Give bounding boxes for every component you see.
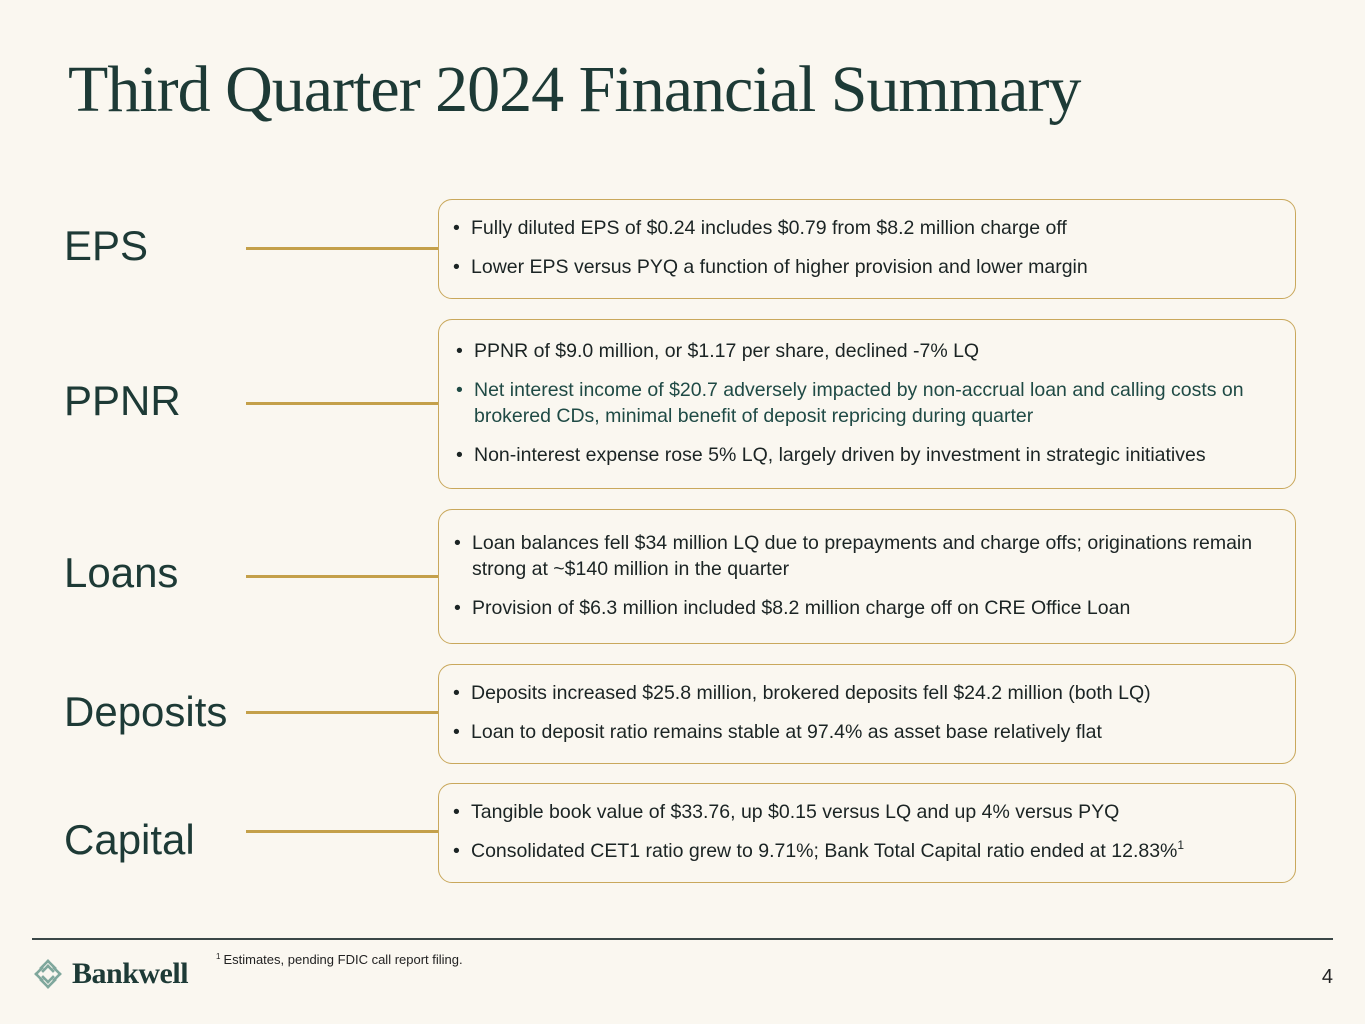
connector-line-ppnr <box>246 402 439 405</box>
bullet-item: • Loan to deposit ratio remains stable at 97.4% as asset base relatively flat <box>453 719 1275 745</box>
bullet-item: • Tangible book value of $33.76, up $0.15 versus LQ and up 4% versus PYQ <box>453 799 1275 825</box>
summary-box-capital <box>438 783 1296 883</box>
logo-text: Bankwell <box>72 957 189 990</box>
connector-line-capital <box>246 830 439 833</box>
bullet-item: • Provision of $6.3 million included $8.2 million charge off on CRE Office Loan <box>454 595 1275 621</box>
bullet-item: • Deposits increased $25.8 million, brokered deposits fell $24.2 million (both LQ) <box>453 680 1275 706</box>
connector-line-eps <box>246 247 439 250</box>
page-number: 4 <box>1321 966 1333 988</box>
connector-line-deposits <box>246 711 439 714</box>
bankwell-logo <box>32 956 188 992</box>
footnote-marker: 1 <box>1177 838 1185 852</box>
summary-box-deposits <box>438 664 1296 764</box>
row-label-eps: EPS <box>64 222 149 269</box>
bullet-item: • Fully diluted EPS of $0.24 includes $0.79 from $8.2 million charge off <box>453 215 1275 241</box>
page-title: Third Quarter 2024 Financial Summary <box>68 53 1081 126</box>
bullet-item: • Consolidated CET1 ratio grew to 9.71%; Bank Total Capital ratio ended at 12.83%$^1$ <box>453 838 1275 864</box>
footer-divider <box>32 938 1333 940</box>
bullet-item: • Non-interest expense rose 5% LQ, largely driven by investment in strategic initiatives <box>456 442 1275 468</box>
bullet-item: • PPNR of $9.0 million, or $1.17 per share, declined -7% LQ <box>456 338 1275 364</box>
row-label-loans: Loans <box>64 549 179 596</box>
row-label-ppnr: PPNR <box>64 377 181 424</box>
bullet-item: • Lower EPS versus PYQ a function of higher provision and lower margin <box>453 254 1275 280</box>
summary-box-eps <box>438 199 1296 299</box>
bankwell-mark-icon <box>32 958 64 990</box>
bullet-item: • Net interest income of $20.7 adversely impacted by non-accrual loan and calling costs on brokered CDs, minimal benefit of deposit repricing during quarter <box>456 377 1275 429</box>
footnote: $^1$ Estimates, pending FDIC call report filing. <box>216 952 463 967</box>
footnote-marker: 1 <box>216 952 221 961</box>
row-label-deposits: Deposits <box>64 688 228 735</box>
summary-box-loans <box>438 509 1296 644</box>
summary-box-ppnr <box>438 319 1296 489</box>
connector-line-loans <box>246 575 439 578</box>
row-label-capital: Capital <box>64 816 195 863</box>
bullet-item: • Loan balances fell $34 million LQ due to prepayments and charge offs; originations remain strong at ~$140 million in the quarter <box>454 530 1275 582</box>
